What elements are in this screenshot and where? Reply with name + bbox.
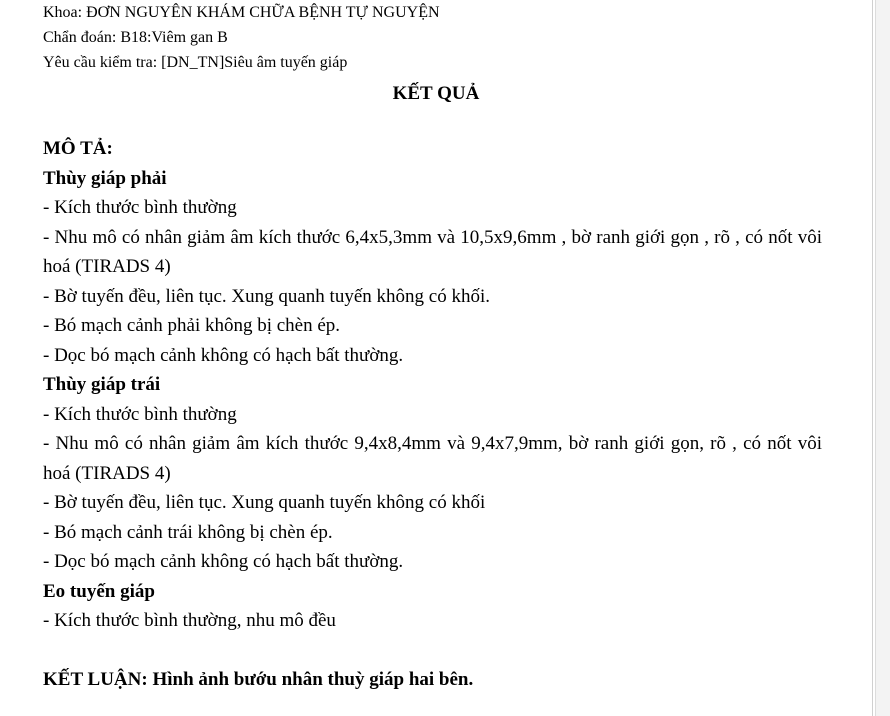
department-line: Khoa: ĐƠN NGUYÊN KHÁM CHỮA BỆNH TỰ NGUYỆN — [43, 4, 440, 21]
result-title: KẾT QUẢ — [392, 83, 480, 104]
description-heading: MÔ TẢ: — [43, 138, 113, 159]
diagnosis-line: Chẩn đoán: B18:Viêm gan B — [43, 29, 228, 46]
right-lobe-heading: Thùy giáp phải — [43, 167, 167, 189]
left-lobe-line: - Dọc bó mạch cảnh không có hạch bất thường. — [43, 551, 404, 572]
right-lobe-line: - Nhu mô có nhân giảm âm kích thước 6,4x5,3mm và 10,5x9,6mm , bờ ranh giới gọn , rõ , có nốt vôi hoá (TIRADS 4) — [43, 226, 822, 277]
spacer — [43, 636, 822, 666]
left-lobe-line: - Bờ tuyến đều, liên tục. Xung quanh tuyến không có khối — [43, 492, 486, 513]
page-edge-line — [872, 0, 873, 716]
left-lobe-line: - Nhu mô có nhân giảm âm kích thước 9,4x8,4mm và 9,4x7,9mm, bờ ranh giới gọn, rõ , có nốt vôi hoá (TIRADS 4) — [43, 433, 822, 484]
right-lobe-line: - Dọc bó mạch cảnh không có hạch bất thường. — [43, 344, 404, 366]
left-lobe-line: - Kích thước bình thường — [43, 403, 237, 425]
right-lobe-line: - Bó mạch cảnh phải không bị chèn ép. — [43, 315, 341, 336]
left-lobe-line: - Bó mạch cảnh trái không bị chèn ép. — [43, 521, 333, 543]
isthmus-heading: Eo tuyến giáp — [43, 580, 155, 602]
left-lobe-heading: Thùy giáp trái — [43, 374, 161, 395]
exam-request-line: Yêu cầu kiểm tra: [DN_TN]Siêu âm tuyến giáp — [43, 54, 348, 71]
viewer-margin — [875, 0, 890, 716]
isthmus-line: - Kích thước bình thường, nhu mô đều — [43, 610, 336, 631]
report-body — [43, 134, 822, 695]
right-lobe-line: - Bờ tuyến đều, liên tục. Xung quanh tuyến không có khối. — [43, 285, 490, 307]
right-lobe-line: - Kích thước bình thường — [43, 197, 237, 218]
conclusion-line: KẾT LUẬN: Hình ảnh bướu nhân thuỳ giáp hai bên. — [43, 669, 474, 690]
